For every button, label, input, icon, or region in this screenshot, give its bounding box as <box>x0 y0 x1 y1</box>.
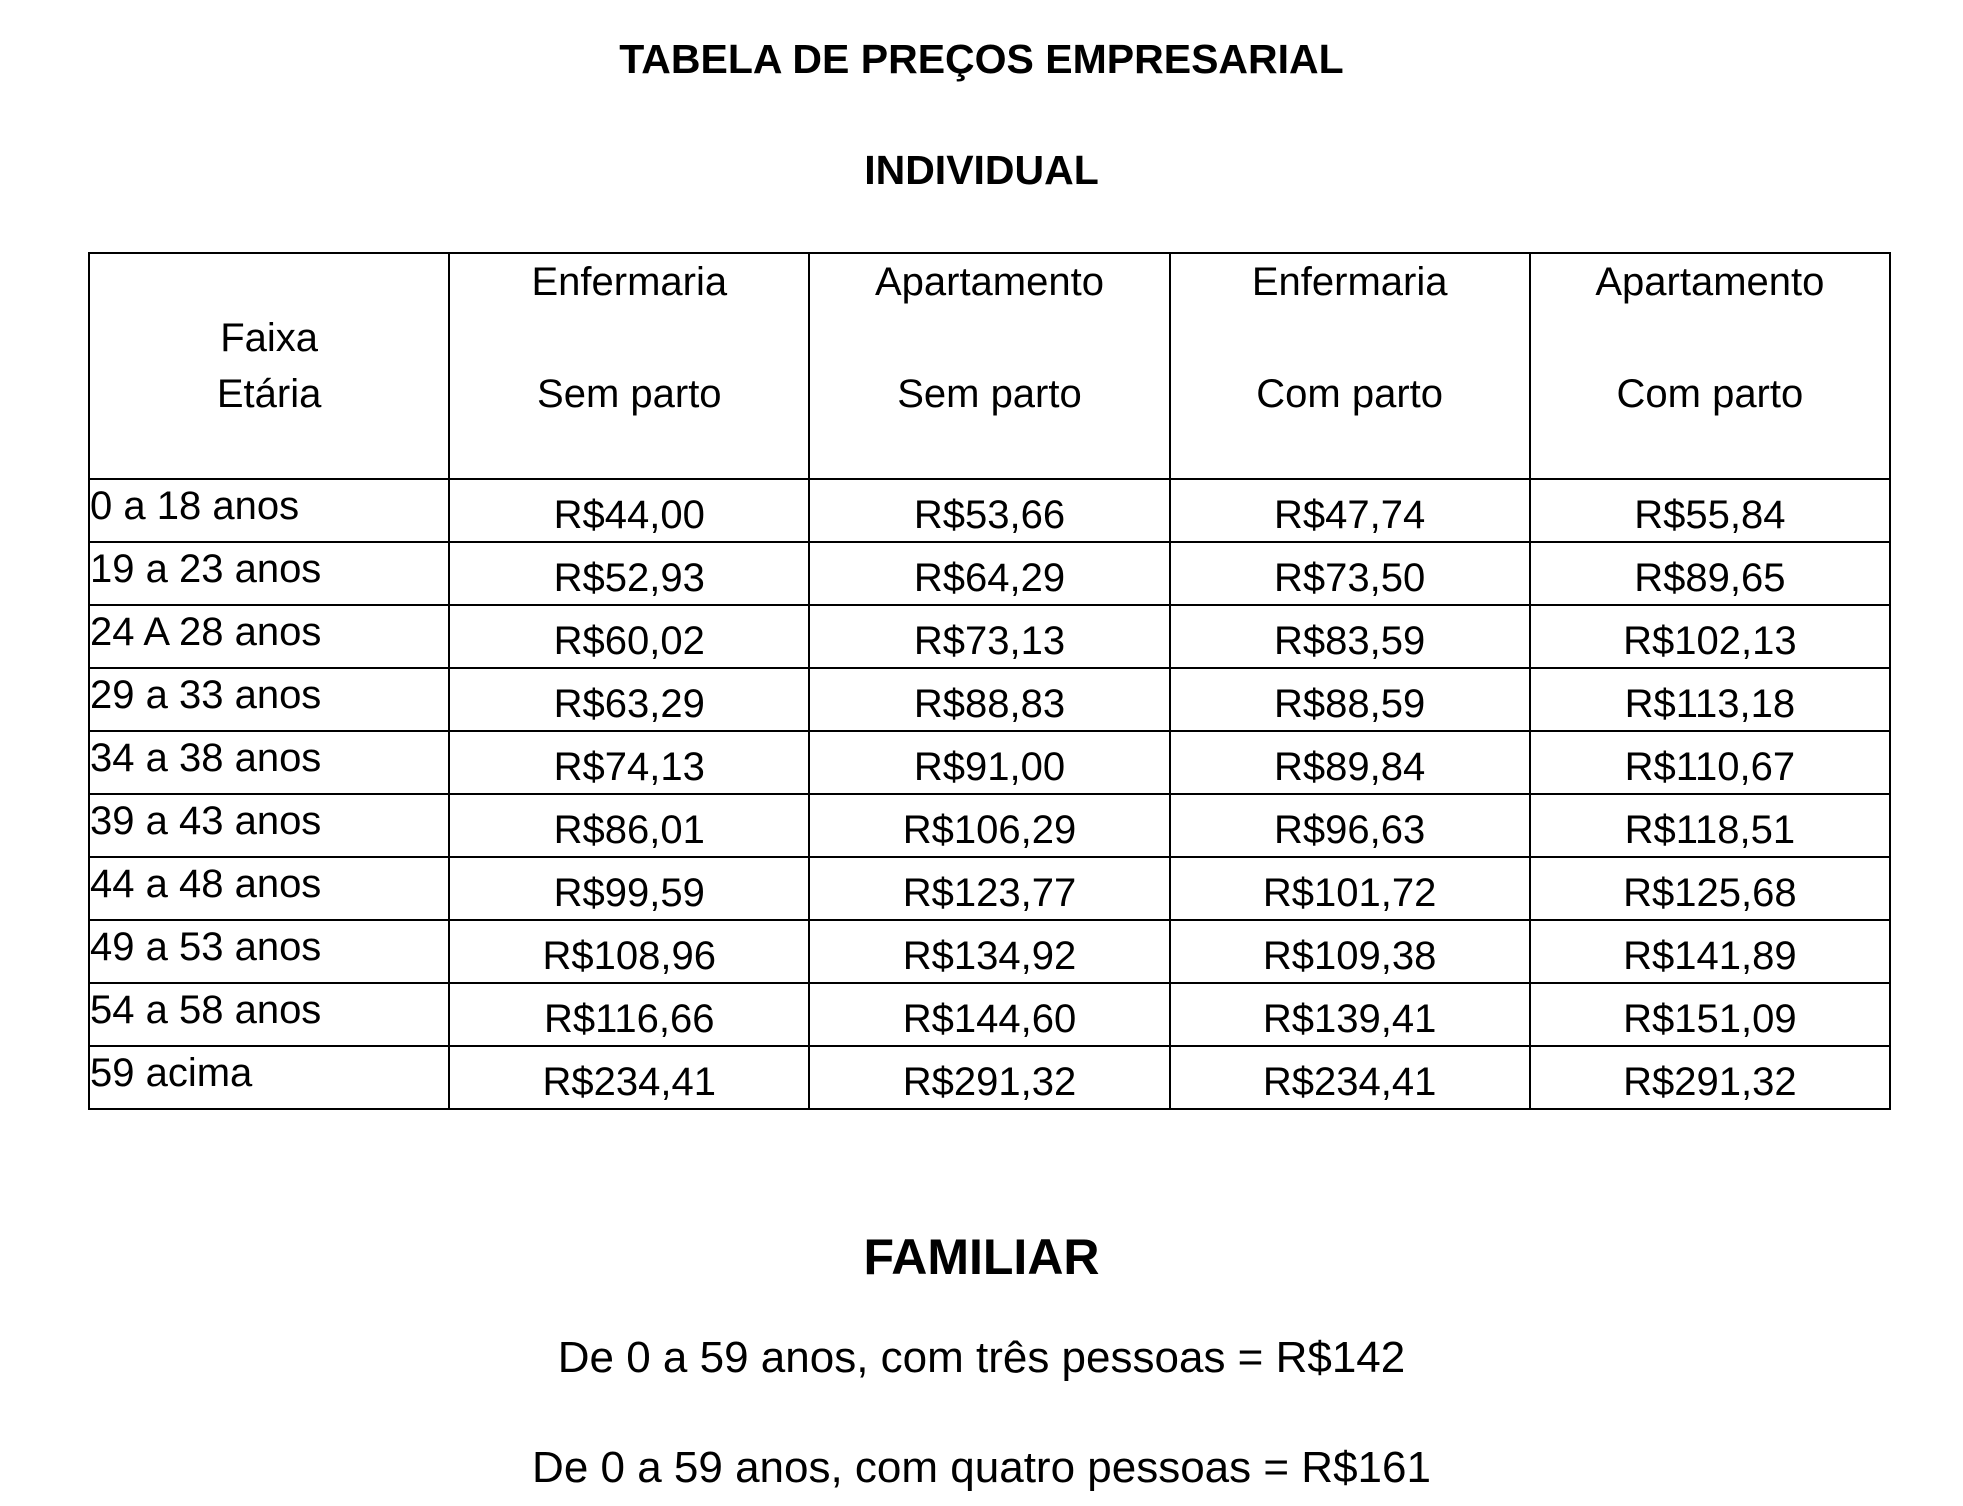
price-cell <box>449 479 809 542</box>
price-cell <box>1170 1046 1530 1109</box>
table-row <box>89 794 1890 857</box>
price-value: R$125,68 <box>1623 871 1797 915</box>
price-cell <box>1170 668 1530 731</box>
price-value: R$116,66 <box>544 997 715 1041</box>
age-range-cell <box>89 479 449 542</box>
column-header-line2: Com parto <box>1616 372 1804 416</box>
price-cell <box>1170 920 1530 983</box>
age-range-label: 29 a 33 anos <box>90 673 322 717</box>
price-cell <box>809 1046 1169 1109</box>
age-range-label: 24 A 28 anos <box>90 610 322 654</box>
price-cell <box>449 731 809 794</box>
price-value: R$73,13 <box>913 619 1066 663</box>
table-header-row <box>89 253 1890 479</box>
age-range-cell <box>89 794 449 857</box>
price-cell <box>1530 983 1890 1046</box>
price-value: R$291,32 <box>1623 1060 1797 1104</box>
age-range-label: 34 a 38 anos <box>90 736 322 780</box>
price-value: R$118,51 <box>1624 808 1796 852</box>
price-cell <box>809 542 1169 605</box>
column-header-line2: Sem parto <box>897 372 1082 416</box>
price-value: R$74,13 <box>553 745 705 789</box>
price-value: R$96,63 <box>1274 808 1426 852</box>
price-value: R$53,66 <box>913 493 1066 537</box>
price-value: R$73,50 <box>1274 556 1426 600</box>
price-cell <box>1170 479 1530 542</box>
price-value: R$106,29 <box>902 808 1077 852</box>
age-range-cell <box>89 605 449 668</box>
price-cell <box>449 794 809 857</box>
table-row <box>89 983 1890 1046</box>
price-value: R$109,38 <box>1262 934 1437 978</box>
price-cell <box>449 983 809 1046</box>
column-header <box>809 253 1169 479</box>
price-value: R$88,59 <box>1274 682 1426 726</box>
price-cell <box>449 542 809 605</box>
age-range-cell <box>89 731 449 794</box>
price-value: R$63,29 <box>553 682 705 726</box>
column-header-line1: Apartamento <box>874 260 1104 304</box>
table-row <box>89 668 1890 731</box>
price-cell <box>1530 1046 1890 1109</box>
column-header-age-label: Faixa Etária <box>216 316 322 416</box>
price-value: R$141,89 <box>1623 934 1797 978</box>
age-range-cell <box>89 542 449 605</box>
table-row <box>89 542 1890 605</box>
price-value: R$44,00 <box>553 493 705 537</box>
price-value: R$139,41 <box>1262 997 1437 1041</box>
price-value: R$144,60 <box>902 997 1077 1041</box>
table-row <box>89 920 1890 983</box>
price-cell <box>1530 857 1890 920</box>
page-title: TABELA DE PREÇOS EMPRESARIAL <box>619 36 1344 82</box>
price-cell <box>809 920 1169 983</box>
price-cell <box>809 731 1169 794</box>
price-cell <box>1170 857 1530 920</box>
price-table <box>88 252 1891 1110</box>
price-value: R$234,41 <box>1262 1060 1437 1104</box>
price-value: R$113,18 <box>1624 682 1796 726</box>
age-range-label: 39 a 43 anos <box>90 799 322 843</box>
column-header-line1: Apartamento <box>1595 260 1825 304</box>
table-row <box>89 605 1890 668</box>
price-cell <box>809 794 1169 857</box>
column-header-line1: Enfermaria <box>531 260 728 304</box>
price-cell <box>1170 605 1530 668</box>
price-cell <box>1530 605 1890 668</box>
price-value: R$101,72 <box>1262 871 1437 915</box>
age-range-label: 59 acima <box>90 1051 253 1095</box>
familiar-price-line: De 0 a 59 anos, com três pessoas = R$142 <box>557 1333 1406 1382</box>
price-value: R$86,01 <box>553 808 705 852</box>
column-header-age <box>89 253 449 479</box>
column-header-line2: Com parto <box>1256 372 1444 416</box>
price-cell <box>809 668 1169 731</box>
price-value: R$102,13 <box>1623 619 1797 663</box>
price-value: R$234,41 <box>542 1060 717 1104</box>
price-cell <box>1170 731 1530 794</box>
price-value: R$151,09 <box>1623 997 1797 1041</box>
age-range-cell <box>89 668 449 731</box>
price-cell <box>1530 920 1890 983</box>
table-row <box>89 857 1890 920</box>
price-value: R$88,83 <box>913 682 1066 726</box>
price-value: R$83,59 <box>1274 619 1426 663</box>
price-cell <box>1530 479 1890 542</box>
column-header <box>1170 253 1530 479</box>
column-header <box>1530 253 1890 479</box>
price-value: R$91,00 <box>913 745 1066 789</box>
price-cell <box>449 920 809 983</box>
age-range-label: 44 a 48 anos <box>90 862 322 906</box>
price-cell <box>1170 542 1530 605</box>
price-cell <box>809 857 1169 920</box>
section-heading-familiar: FAMILIAR <box>863 1229 1100 1285</box>
price-value: R$47,74 <box>1274 493 1426 537</box>
price-value: R$291,32 <box>902 1060 1077 1104</box>
price-cell <box>1530 542 1890 605</box>
table-row <box>89 479 1890 542</box>
age-range-cell <box>89 857 449 920</box>
table-row <box>89 731 1890 794</box>
column-header-line2: Sem parto <box>537 372 722 416</box>
price-cell <box>809 479 1169 542</box>
price-cell <box>1530 731 1890 794</box>
price-value: R$52,93 <box>553 556 705 600</box>
age-range-label: 49 a 53 anos <box>90 925 322 969</box>
price-cell <box>1530 794 1890 857</box>
column-header-line1: Enfermaria <box>1251 260 1448 304</box>
price-value: R$123,77 <box>902 871 1077 915</box>
age-range-label: 19 a 23 anos <box>90 547 322 591</box>
age-range-cell <box>89 983 449 1046</box>
price-cell <box>809 983 1169 1046</box>
price-value: R$89,65 <box>1634 556 1786 600</box>
price-cell <box>1530 668 1890 731</box>
price-value: R$108,96 <box>542 934 717 978</box>
price-cell <box>1170 983 1530 1046</box>
section-heading-individual: INDIVIDUAL <box>864 147 1099 193</box>
price-cell <box>449 857 809 920</box>
price-cell <box>449 605 809 668</box>
familiar-price-line: De 0 a 59 anos, com quatro pessoas = R$161 <box>532 1443 1431 1492</box>
price-cell <box>449 668 809 731</box>
price-value: R$134,92 <box>902 934 1077 978</box>
price-cell <box>449 1046 809 1109</box>
age-range-cell <box>89 920 449 983</box>
price-cell <box>1170 794 1530 857</box>
price-value: R$60,02 <box>553 619 705 663</box>
age-range-label: 54 a 58 anos <box>90 988 322 1032</box>
price-value: R$110,67 <box>1624 745 1796 789</box>
price-value: R$64,29 <box>913 556 1066 600</box>
price-table-body <box>89 479 1890 1109</box>
age-range-label: 0 a 18 anos <box>90 484 300 528</box>
price-value: R$55,84 <box>1634 493 1786 537</box>
price-cell <box>809 605 1169 668</box>
price-value: R$99,59 <box>553 871 705 915</box>
price-value: R$89,84 <box>1274 745 1426 789</box>
table-row <box>89 1046 1890 1109</box>
column-header <box>449 253 809 479</box>
age-range-cell <box>89 1046 449 1109</box>
